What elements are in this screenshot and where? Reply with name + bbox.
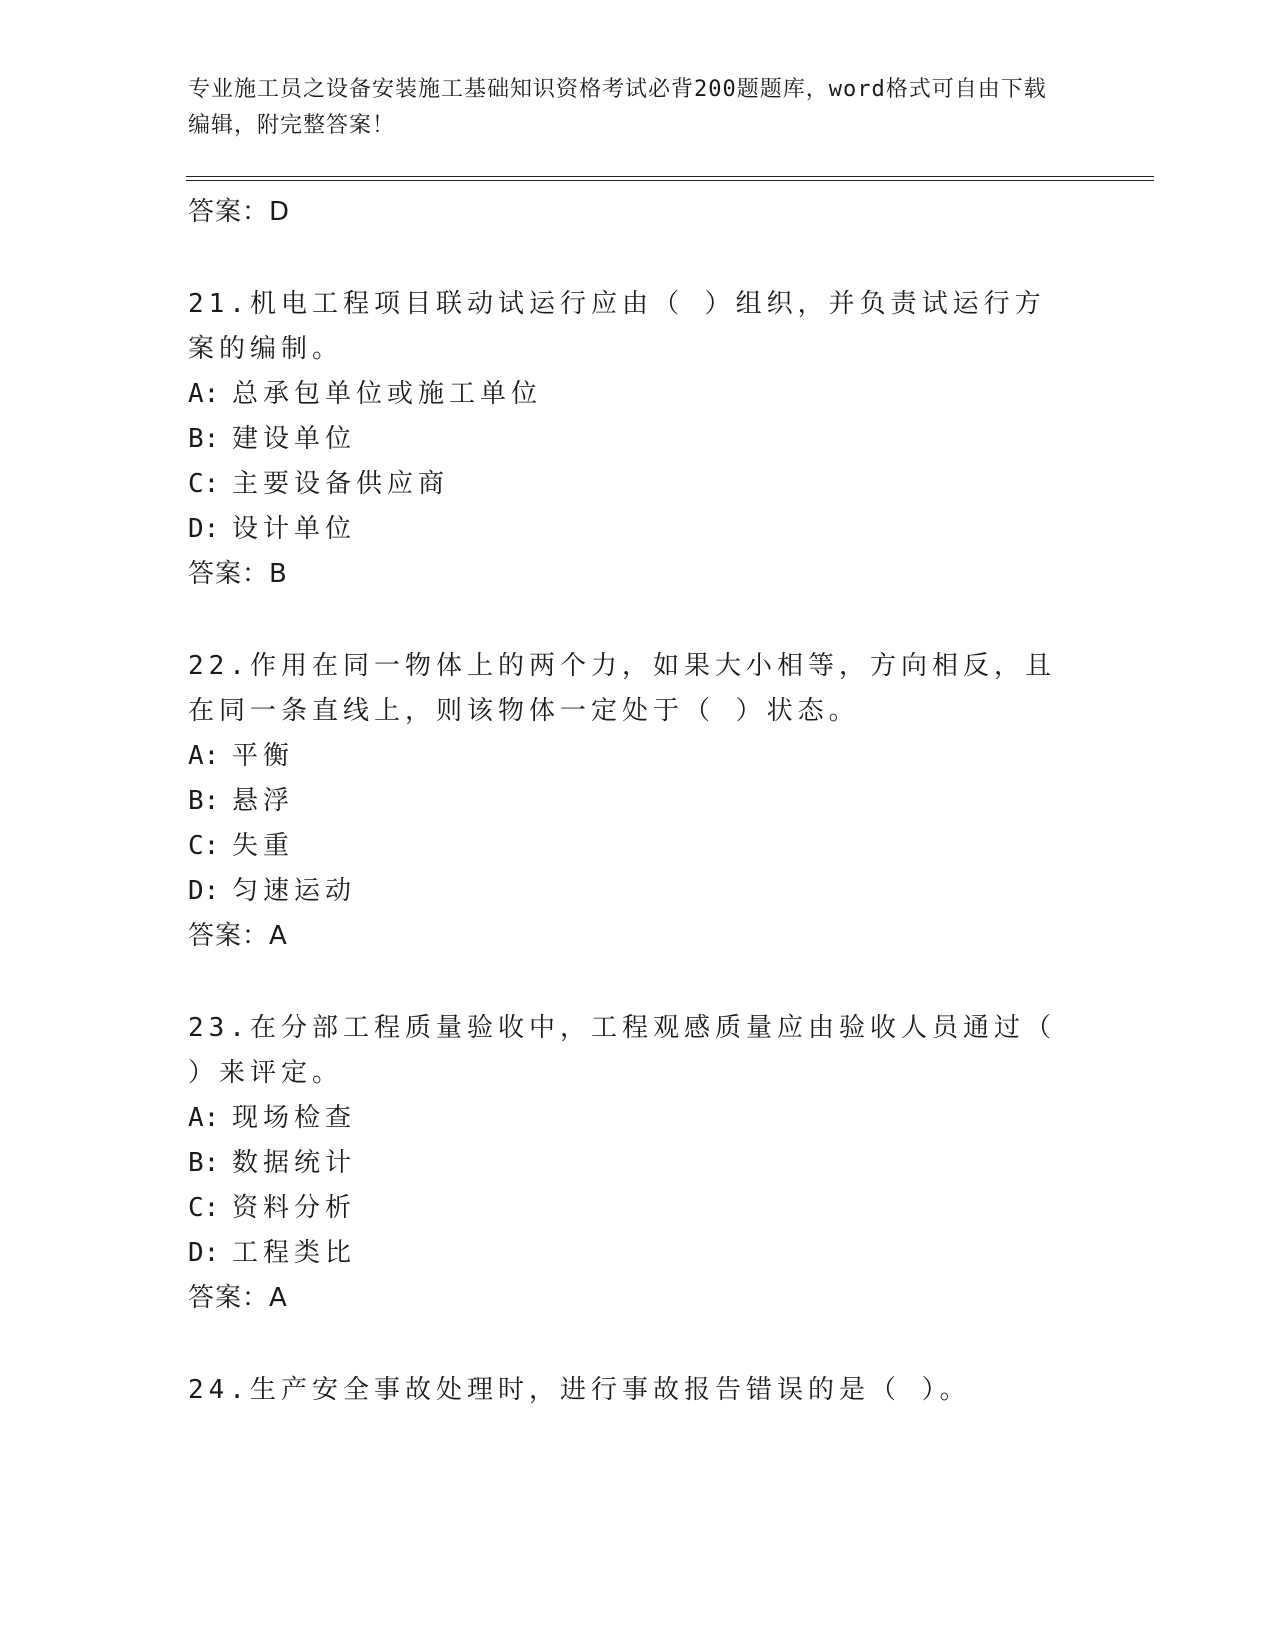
option-letter: D: bbox=[188, 514, 220, 544]
option-d bbox=[188, 869, 1068, 914]
question-23 bbox=[188, 1006, 1068, 1320]
option-letter: A: bbox=[188, 1103, 220, 1133]
option-letter: B: bbox=[188, 1148, 220, 1178]
question-text: 24.生产安全事故处理时，进行事故报告错误的是（ ）。 bbox=[188, 1375, 971, 1405]
option-text: 总承包单位或施工单位 bbox=[232, 379, 543, 409]
option-text: 工程类比 bbox=[232, 1238, 357, 1268]
option-letter: A: bbox=[188, 741, 220, 771]
option-a bbox=[188, 1096, 1068, 1141]
answer-value: D bbox=[269, 197, 291, 227]
option-c bbox=[188, 824, 1068, 869]
option-text: 现场检查 bbox=[232, 1103, 357, 1133]
option-letter: D: bbox=[188, 876, 220, 906]
option-letter: A: bbox=[188, 379, 220, 409]
question-text: 23.在分部工程质量验收中，工程观感质量应由验收人员通过（ ）来评定。 bbox=[188, 1013, 1056, 1088]
option-c bbox=[188, 462, 1068, 507]
option-text: 资料分析 bbox=[232, 1193, 357, 1223]
option-text: 主要设备供应商 bbox=[232, 469, 450, 499]
option-d bbox=[188, 1231, 1068, 1276]
question-22 bbox=[188, 644, 1068, 958]
answer-line: 答案：B bbox=[188, 559, 288, 589]
document-title: 专业施工员之设备安装施工基础知识资格考试必背200题题库，word格式可自由下载编辑，附完整答案！ bbox=[188, 77, 1047, 138]
option-letter: D: bbox=[188, 1238, 220, 1268]
option-c bbox=[188, 1186, 1068, 1231]
question-text: 22.作用在同一物体上的两个力，如果大小相等，方向相反，且在同一条直线上，则该物体一定处于（ ）状态。 bbox=[188, 651, 1056, 726]
answer-prefix: 答案： bbox=[188, 197, 270, 227]
option-text: 建设单位 bbox=[232, 424, 357, 454]
page-header bbox=[188, 72, 1068, 144]
option-letter: C: bbox=[188, 469, 220, 499]
option-b bbox=[188, 779, 1068, 824]
option-text: 设计单位 bbox=[232, 514, 357, 544]
question-list bbox=[188, 190, 1068, 1413]
question-text: 21.机电工程项目联动试运行应由（ ）组织，并负责试运行方案的编制。 bbox=[188, 289, 1046, 364]
answer-line: 答案：A bbox=[188, 1283, 288, 1313]
option-a bbox=[188, 734, 1068, 779]
option-text: 匀速运动 bbox=[232, 876, 357, 906]
option-text: 数据统计 bbox=[232, 1148, 357, 1178]
option-a bbox=[188, 372, 1068, 417]
question-24 bbox=[188, 1368, 1068, 1413]
option-d bbox=[188, 507, 1068, 552]
answer-line: 答案：A bbox=[188, 921, 288, 951]
previous-answer bbox=[188, 190, 1068, 234]
option-b bbox=[188, 1141, 1068, 1186]
option-b bbox=[188, 417, 1068, 462]
question-21 bbox=[188, 282, 1068, 596]
header-double-rule bbox=[186, 176, 1154, 181]
option-text: 失重 bbox=[232, 831, 295, 861]
option-letter: B: bbox=[188, 786, 220, 816]
option-letter: C: bbox=[188, 1193, 220, 1223]
option-letter: B: bbox=[188, 424, 220, 454]
option-text: 平衡 bbox=[232, 741, 295, 771]
option-text: 悬浮 bbox=[232, 786, 295, 816]
option-letter: C: bbox=[188, 831, 220, 861]
